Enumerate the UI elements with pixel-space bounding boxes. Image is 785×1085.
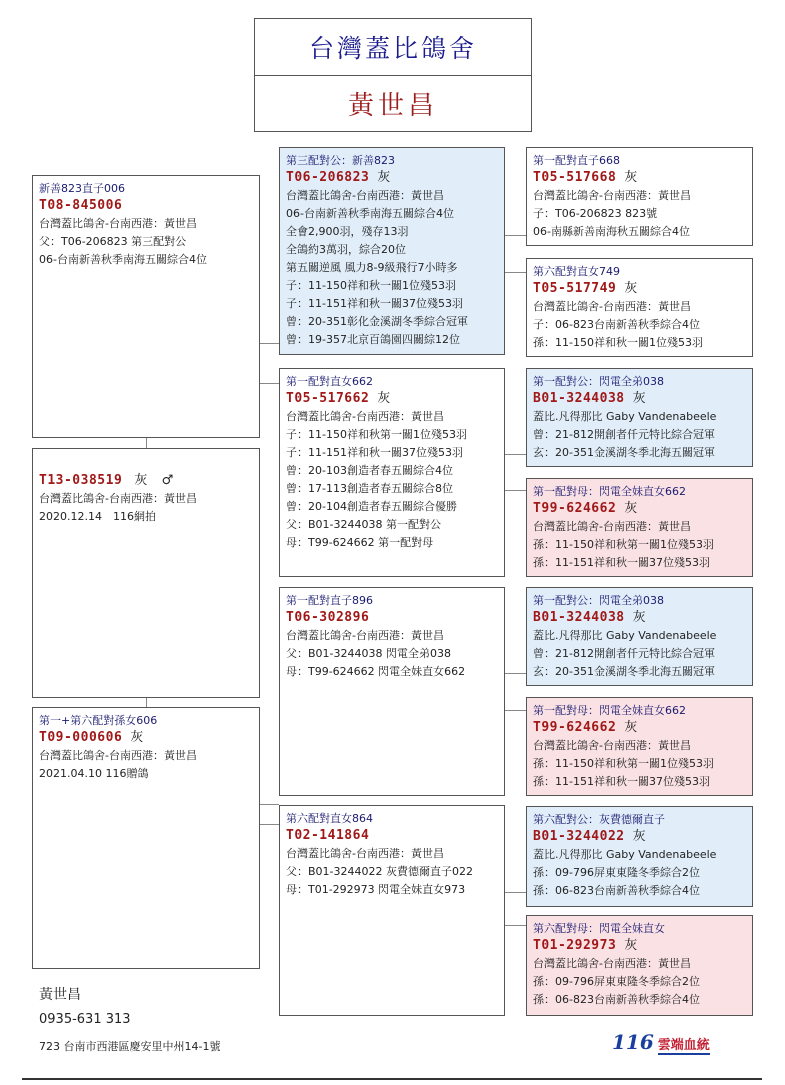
dsd-line: 孫：11-151祥和秋一關37位殘53羽: [533, 775, 710, 788]
sd-line: 父：B01-3244038 第一配對公: [286, 518, 441, 531]
sds-ring: B01-3244038: [533, 391, 625, 406]
sd-ring: T05-517662: [286, 391, 370, 406]
connector: [146, 438, 147, 448]
sd-line: 曾：17-113創造者春五關綜合8位: [286, 482, 453, 495]
footer-contact: [39, 982, 220, 1062]
sdd-color: 灰: [624, 501, 638, 516]
connector: [505, 454, 526, 455]
dss-label: 第一配對公：閃電全弟038: [533, 594, 664, 607]
ds-line: 台灣蓋比鴿舍-台南西港：黃世昌: [286, 629, 444, 642]
ssd-card[interactable]: [526, 258, 753, 357]
dds-line: 孫：09-796屏東東隆冬季綜合2位: [533, 866, 700, 879]
owner-name: 黃世昌: [347, 91, 438, 121]
logo-number: 116: [612, 1030, 654, 1054]
connector: [146, 698, 147, 707]
sss-line: 台灣蓋比鴿舍-台南西港：黃世昌: [533, 189, 691, 202]
ddd-line: 孫：06-823台南新善秋季綜合4位: [533, 993, 700, 1006]
dds-line: 蓋比.凡得那比 Gaby Vandenabeele: [533, 848, 717, 861]
ss-line: 子：11-151祥和秋一關37位殘53羽: [286, 297, 463, 310]
ss-color: 灰: [377, 170, 391, 185]
dds-label: 第六配對公：灰費德爾直子: [533, 813, 665, 826]
sire-line: 06-台南新善秋季南海五關綜合4位: [39, 253, 207, 266]
sd-line: 曾：20-103創造者春五關綜合4位: [286, 464, 453, 477]
ss-line: 曾：19-357北京百鴿園四關綜12位: [286, 333, 460, 346]
dds-ring: B01-3244022: [533, 829, 625, 844]
ss-ring: T06-206823: [286, 170, 370, 185]
sds-label: 第一配對公：閃電全弟038: [533, 375, 664, 388]
ddd-card[interactable]: [526, 915, 753, 1016]
sd-line: 子：11-151祥和秋一關37位殘53羽: [286, 446, 463, 459]
subject-ring: T13-038519: [39, 473, 123, 488]
connector: [260, 824, 279, 825]
sire-line: 父：T06-206823 第三配對公: [39, 235, 187, 248]
ds-ring: T06-302896: [286, 610, 370, 625]
connector: [260, 804, 279, 805]
dss-ring: B01-3244038: [533, 610, 625, 625]
male-icon: ♂: [161, 473, 174, 488]
dam-color: 灰: [130, 730, 144, 745]
dd-label: 第六配對直女864: [286, 812, 373, 825]
dam-label: 第一+第六配對孫女606: [39, 714, 158, 727]
sdd-ring: T99-624662: [533, 501, 617, 516]
dss-line: 曾：21-812開創者仟元特比綜合冠軍: [533, 647, 715, 660]
dd-line: 父：B01-3244022 灰費德爾直子022: [286, 865, 473, 878]
sdd-label: 第一配對母：閃電全妹直女662: [533, 485, 686, 498]
sds-line: 蓋比.凡得那比 Gaby Vandenabeele: [533, 410, 717, 423]
connector: [505, 710, 526, 711]
ss-line: 子：11-150祥和秋一關1位殘53羽: [286, 279, 456, 292]
dss-line: 玄：20-351金溪湖冬季北海五關冠軍: [533, 665, 715, 678]
dam-line: 台灣蓋比鴿舍-台南西港：黃世昌: [39, 749, 197, 762]
subject-color: 灰: [134, 473, 148, 488]
ss-line: 台灣蓋比鴿舍-台南西港：黃世昌: [286, 189, 444, 202]
dsd-ring: T99-624662: [533, 720, 617, 735]
ddd-line: 孫：09-796屏東東隆冬季綜合2位: [533, 975, 700, 988]
subject-line: 台灣蓋比鴿舍-台南西港：黃世昌: [39, 492, 197, 505]
sd-line: 曾：20-104創造者春五關綜合優勝: [286, 500, 457, 513]
connector: [505, 892, 526, 893]
dam-ring: T09-000606: [39, 730, 123, 745]
dds-line: 孫：06-823台南新善秋季綜合4位: [533, 884, 700, 897]
sd-label: 第一配對直女662: [286, 375, 373, 388]
ssd-ring: T05-517749: [533, 281, 617, 296]
ssd-line: 子：06-823台南新善秋季綜合4位: [533, 318, 700, 331]
dsd-label: 第一配對母：閃電全妹直女662: [533, 704, 686, 717]
ssd-line: 台灣蓋比鴿舍-台南西港：黃世昌: [533, 300, 691, 313]
dss-card[interactable]: [526, 587, 753, 686]
sd-color: 灰: [377, 391, 391, 406]
sss-line: 子：T06-206823 823號: [533, 207, 658, 220]
sss-ring: T05-517668: [533, 170, 617, 185]
dam-card[interactable]: [32, 707, 260, 969]
ddd-color: 灰: [624, 938, 638, 953]
sdd-card[interactable]: [526, 478, 753, 577]
brand-logo: [612, 1030, 710, 1055]
ddd-ring: T01-292973: [533, 938, 617, 953]
dds-card[interactable]: [526, 806, 753, 907]
ssd-label: 第六配對直女749: [533, 265, 620, 278]
logo-text: 雲端血統: [658, 1034, 710, 1055]
dam-dam-card[interactable]: [279, 805, 505, 1016]
sire-line: 台灣蓋比鴿舍-台南西港：黃世昌: [39, 217, 197, 230]
connector: [505, 490, 526, 491]
subject-card[interactable]: [32, 448, 260, 698]
dsd-card[interactable]: [526, 697, 753, 796]
sire-dam-card[interactable]: [279, 368, 505, 577]
ssd-line: 孫：11-150祥和秋一關1位殘53羽: [533, 336, 703, 349]
connector: [505, 235, 526, 236]
ds-line: 父：B01-3244038 閃電全弟038: [286, 647, 451, 660]
footer-address: 723 台南市西港區慶安里中州14-1號: [39, 1040, 221, 1053]
sire-sire-card[interactable]: [279, 147, 505, 355]
bottom-divider: [22, 1078, 762, 1080]
dds-color: 灰: [632, 829, 646, 844]
loft-name: 台灣蓋比鴿舍: [255, 19, 531, 76]
connector: [505, 673, 526, 674]
ss-line: 全鴿約3萬羽，綜合20位: [286, 243, 406, 256]
sss-card[interactable]: [526, 147, 753, 246]
sds-line: 玄：20-351金溪湖冬季北海五關冠軍: [533, 446, 715, 459]
dd-line: 母：T01-292973 閃電全妹直女973: [286, 883, 466, 896]
dam-line: 2021.04.10 116贈鴿: [39, 767, 149, 780]
footer-phone: 0935-631 313: [39, 1012, 131, 1027]
footer-name: 黃世昌: [39, 987, 81, 1003]
sire-label: 新善823直子006: [39, 182, 125, 195]
sss-label: 第一配對直子668: [533, 154, 620, 167]
connector: [260, 343, 279, 344]
ddd-line: 台灣蓋比鴿舍-台南西港：黃世昌: [533, 957, 691, 970]
dam-sire-card[interactable]: [279, 587, 505, 796]
sdd-line: 孫：11-151祥和秋一關37位殘53羽: [533, 556, 710, 569]
ss-label: 第三配對公：新善823: [286, 154, 395, 167]
sdd-line: 台灣蓋比鴿舍-台南西港：黃世昌: [533, 520, 691, 533]
ss-line: 第五關逆風 風力8-9級飛行7小時多: [286, 261, 458, 274]
dss-line: 蓋比.凡得那比 Gaby Vandenabeele: [533, 629, 717, 642]
connector: [505, 925, 526, 926]
sd-line: 母：T99-624662 第一配對母: [286, 536, 434, 549]
dsd-line: 孫：11-150祥和秋第一關1位殘53羽: [533, 757, 714, 770]
sire-ring: T08-845006: [39, 198, 123, 213]
sss-color: 灰: [624, 170, 638, 185]
title-box: [254, 18, 532, 132]
subject-line: 2020.12.14 116網拍: [39, 510, 156, 523]
dd-line: 台灣蓋比鴿舍-台南西港：黃世昌: [286, 847, 444, 860]
ssd-color: 灰: [624, 281, 638, 296]
sdd-line: 孫：11-150祥和秋第一關1位殘53羽: [533, 538, 714, 551]
ss-line: 06-台南新善秋季南海五關綜合4位: [286, 207, 454, 220]
dsd-line: 台灣蓋比鴿舍-台南西港：黃世昌: [533, 739, 691, 752]
dsd-color: 灰: [624, 720, 638, 735]
ss-line: 全會2,900羽，殘存13羽: [286, 225, 409, 238]
sire-card[interactable]: [32, 175, 260, 438]
sss-line: 06-南縣新善南海秋五關綜合4位: [533, 225, 690, 238]
sd-line: 台灣蓋比鴿舍-台南西港：黃世昌: [286, 410, 444, 423]
dss-color: 灰: [632, 610, 646, 625]
connector: [505, 272, 526, 273]
sds-color: 灰: [632, 391, 646, 406]
ds-line: 母：T99-624662 閃電全妹直女662: [286, 665, 466, 678]
ds-label: 第一配對直子896: [286, 594, 373, 607]
dd-ring: T02-141864: [286, 828, 370, 843]
sds-card[interactable]: [526, 368, 753, 467]
sds-line: 曾：21-812開創者仟元特比綜合冠軍: [533, 428, 715, 441]
ss-line: 曾：20-351彰化金溪湖冬季綜合冠軍: [286, 315, 468, 328]
sd-line: 子：11-150祥和秋第一關1位殘53羽: [286, 428, 467, 441]
ddd-label: 第六配對母：閃電全妹直女: [533, 922, 665, 935]
connector: [260, 383, 279, 384]
